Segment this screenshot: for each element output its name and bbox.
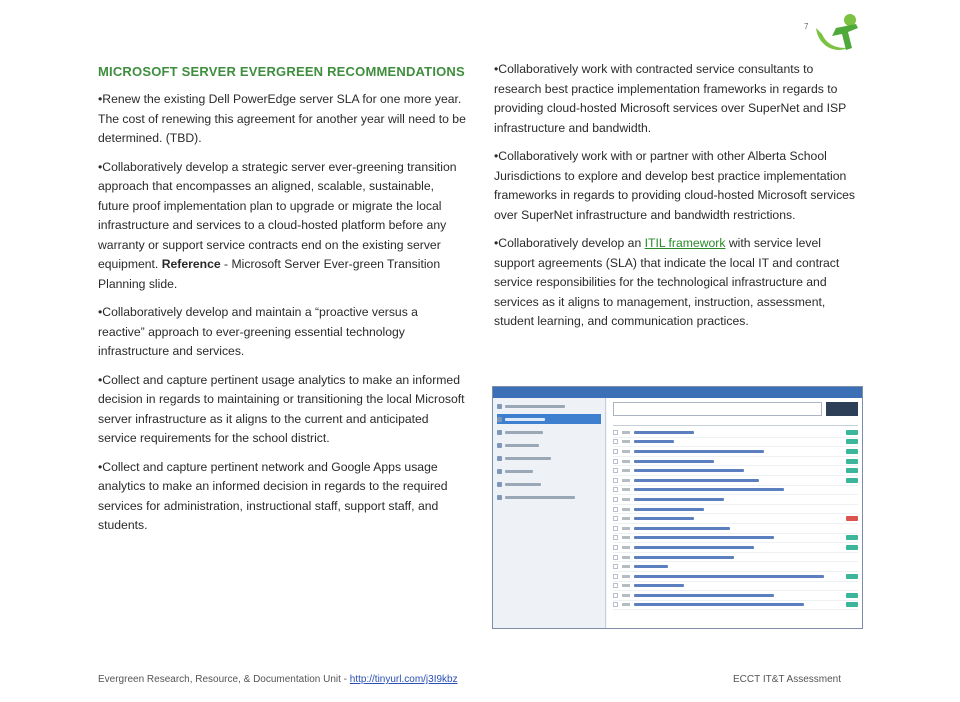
screenshot-sidebar-item bbox=[497, 401, 601, 411]
paragraph-jurisdictions: •Collaboratively work with or partner with other Alberta School Jurisdictions to explore and develop best practice implementation frameworks in regards to providing cloud-hosted Microsoft services over SuperNet infrastructure and bandwidth restrictions. bbox=[494, 149, 856, 222]
screenshot-titlebar bbox=[493, 387, 862, 398]
screenshot-table-row bbox=[613, 534, 858, 544]
paragraph-network-analytics: •Collect and capture pertinent network and Google Apps usage analytics to make an informed decision in regards to the required services for administration, instructional staff, support staff, and students. bbox=[98, 459, 448, 532]
footer-source bbox=[98, 674, 458, 685]
itil-framework-link[interactable]: ITIL framework bbox=[644, 236, 726, 250]
screenshot-sidebar-item bbox=[497, 414, 601, 424]
screenshot-table-row bbox=[613, 438, 858, 448]
paragraph-itil bbox=[494, 234, 860, 332]
paragraph-proactive: •Collaboratively develop and maintain a “proactive versus a reactive” approach to ever-greening essential technology infrastructure and services. bbox=[98, 305, 418, 358]
itil-suffix: with service level support agreements (SLA) that indicate the local IT and contract service responsibilities for the technological infrastructure and services as it aligns to management, instruction, assessment, student learning, and communication practices. bbox=[494, 236, 840, 328]
screenshot-sidebar-item bbox=[497, 466, 601, 476]
footer-url-link[interactable]: http://tinyurl.com/j3I9kbz bbox=[349, 674, 458, 685]
screenshot-main-pane bbox=[607, 398, 862, 628]
screenshot-table-rows bbox=[607, 428, 862, 610]
left-column bbox=[98, 62, 466, 545]
screenshot-table-row bbox=[613, 572, 858, 582]
footer-title: ECCT IT&T Assessment bbox=[733, 674, 841, 685]
screenshot-table-row bbox=[613, 553, 858, 563]
footer-source-text: Evergreen Research, Resource, & Documentation Unit - bbox=[98, 674, 350, 685]
paragraph-usage-analytics: •Collect and capture pertinent usage analytics to make an informed decision in regards to maintaining or transitioning the local Microsoft server infrastructure as it aligns to the current and anticipated service requirements for the school district. bbox=[98, 372, 465, 445]
screenshot-table-row bbox=[613, 457, 858, 467]
right-column bbox=[494, 60, 860, 341]
section-heading: MICROSOFT SERVER EVERGREEN RECOMMENDATIONS bbox=[98, 64, 465, 79]
screenshot-table-row bbox=[613, 514, 858, 524]
screenshot-sidebar-item bbox=[497, 453, 601, 463]
screenshot-table-row bbox=[613, 428, 858, 438]
screenshot-sidebar-item bbox=[497, 427, 601, 437]
screenshot-table-row bbox=[613, 476, 858, 486]
screenshot-table-row bbox=[613, 601, 858, 611]
screenshot-table-row bbox=[613, 582, 858, 592]
strategic-approach-text: •Collaboratively develop a strategic server ever-greening transition approach that encompasses an aligned, scalable, sustainable, future proof implementation plan to upgrade or migrate the local infrastructure and services to a cloud-hosted platform before any warranty or support service contracts end on the existing server equipment. bbox=[98, 159, 457, 271]
screenshot-table-row bbox=[613, 524, 858, 534]
screenshot-search-bar bbox=[613, 402, 858, 416]
screenshot-table-header bbox=[613, 418, 858, 426]
screenshot-table-row bbox=[613, 543, 858, 553]
itil-prefix: •Collaboratively develop an bbox=[494, 236, 645, 250]
screenshot-table-row bbox=[613, 505, 858, 515]
screenshot-sidebar-item bbox=[497, 492, 601, 502]
screenshot-sidebar-item bbox=[497, 479, 601, 489]
screenshot-sidebar-item bbox=[497, 440, 601, 450]
paragraph-strategic-approach bbox=[98, 158, 466, 295]
paragraph-consultants: •Collaboratively work with contracted service consultants to research best practice implementation frameworks in regards to providing cloud-hosted Microsoft services over SuperNet and ISP infrastructure and bandwidth. bbox=[494, 62, 847, 135]
logo-figure-icon bbox=[806, 6, 866, 60]
screenshot-table-row bbox=[613, 466, 858, 476]
screenshot-sidebar bbox=[493, 398, 606, 628]
page-number: 7 bbox=[804, 22, 809, 31]
paragraph-renew-sla: •Renew the existing Dell PowerEdge server SLA for one more year. The cost of renewing this agreement for another year will need to be determined. (TBD). bbox=[98, 92, 466, 145]
screenshot-table-row bbox=[613, 447, 858, 457]
screenshot-table-row bbox=[613, 495, 858, 505]
screenshot-table-row bbox=[613, 486, 858, 496]
screenshot-table-row bbox=[613, 591, 858, 601]
reference-label: Reference bbox=[161, 257, 221, 271]
embedded-screenshot bbox=[492, 386, 863, 629]
reference-text: - Microsoft Server Ever-green Transition Planning slide. bbox=[98, 257, 441, 291]
screenshot-table-row bbox=[613, 562, 858, 572]
